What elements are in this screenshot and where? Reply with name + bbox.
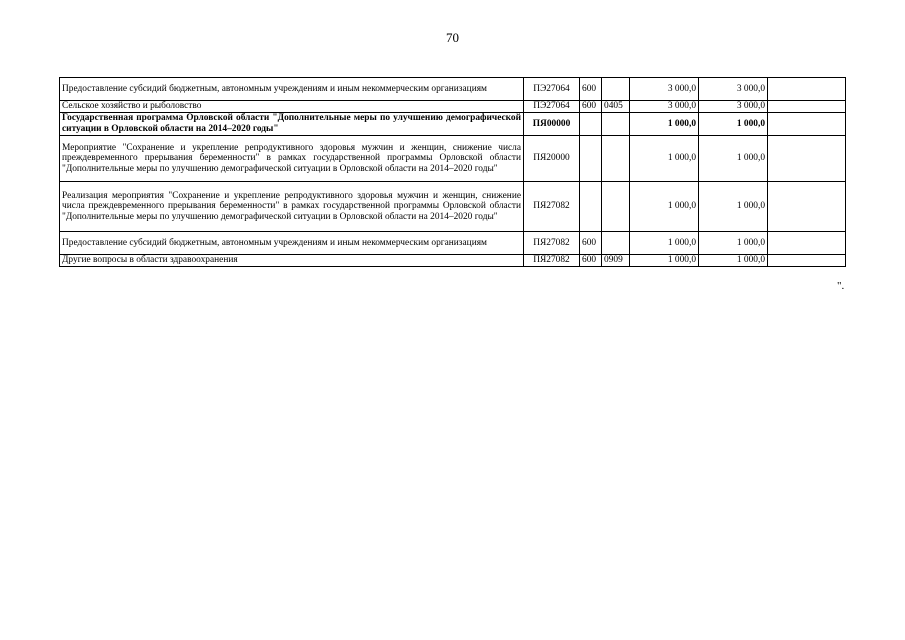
row-name: Государственная программа Орловской области "Дополнительные меры по улучшению демографической ситуации в Орловской области на 2014–2020 годы" [60, 113, 524, 136]
table-row [60, 113, 846, 136]
extra-cell [768, 255, 846, 267]
amount-2: 1 000,0 [699, 136, 768, 182]
target-code: ПЯ27082 [524, 232, 580, 255]
amount-1: 1 000,0 [630, 255, 699, 267]
section-code: 0909 [602, 255, 630, 267]
row-name: Предоставление субсидий бюджетным, автономным учреждениям и иным некоммерческим организациям [60, 232, 524, 255]
target-code: ПЯ20000 [524, 136, 580, 182]
row-name: Другие вопросы в области здравоохранения [60, 255, 524, 267]
target-code: ПЭ27064 [524, 101, 580, 113]
row-name: Реализация мероприятия "Сохранение и укрепление репродуктивного здоровья мужчин и женщин, снижение числа преждевременного прерывания беременности" в рамках государственной программы Орловской области "Дополнительные меры по улучшению демографической ситуации в Орловской области на 2014–2020 годы" [60, 182, 524, 232]
row-name: Предоставление субсидий бюджетным, автономным учреждениям и иным некоммерческим организациям [60, 78, 524, 101]
expense-type [580, 136, 602, 182]
section-code [602, 113, 630, 136]
amount-1: 3 000,0 [630, 78, 699, 101]
closing-quote-mark: ". [837, 280, 845, 292]
amount-2: 1 000,0 [699, 232, 768, 255]
section-code [602, 136, 630, 182]
page-number: 70 [446, 30, 459, 45]
target-code: ПЯ27082 [524, 255, 580, 267]
amount-2: 3 000,0 [699, 101, 768, 113]
amount-1: 1 000,0 [630, 113, 699, 136]
expense-type: 600 [580, 232, 602, 255]
extra-cell [768, 136, 846, 182]
row-name: Сельское хозяйство и рыболовство [60, 101, 524, 113]
table-row [60, 136, 846, 182]
target-code: ПЭ27064 [524, 78, 580, 101]
expense-type: 600 [580, 255, 602, 267]
target-code: ПЯ27082 [524, 182, 580, 232]
section-code: 0405 [602, 101, 630, 113]
amount-2: 1 000,0 [699, 113, 768, 136]
extra-cell [768, 113, 846, 136]
expense-type: 600 [580, 78, 602, 101]
amount-1: 1 000,0 [630, 232, 699, 255]
extra-cell [768, 232, 846, 255]
section-code [602, 78, 630, 101]
extra-cell [768, 182, 846, 232]
section-code [602, 182, 630, 232]
expense-type [580, 182, 602, 232]
target-code: ПЯ00000 [524, 113, 580, 136]
amount-2: 3 000,0 [699, 78, 768, 101]
amount-1: 1 000,0 [630, 182, 699, 232]
extra-cell [768, 101, 846, 113]
table-row [60, 78, 846, 101]
section-code [602, 232, 630, 255]
table-row [60, 232, 846, 255]
expense-type [580, 113, 602, 136]
amount-2: 1 000,0 [699, 255, 768, 267]
row-name: Мероприятие "Сохранение и укрепление репродуктивного здоровья мужчин и женщин, снижение числа преждевременного прерывания беременности" в рамках государственной программы Орловской области "Дополнительные меры по улучшению демографической ситуации в Орловской области на 2014–2020 годы" [60, 136, 524, 182]
amount-1: 3 000,0 [630, 101, 699, 113]
extra-cell [768, 78, 846, 101]
amount-1: 1 000,0 [630, 136, 699, 182]
budget-table [59, 77, 846, 267]
table-row [60, 182, 846, 232]
amount-2: 1 000,0 [699, 182, 768, 232]
table-row [60, 101, 846, 113]
expense-type: 600 [580, 101, 602, 113]
table-row [60, 255, 846, 267]
